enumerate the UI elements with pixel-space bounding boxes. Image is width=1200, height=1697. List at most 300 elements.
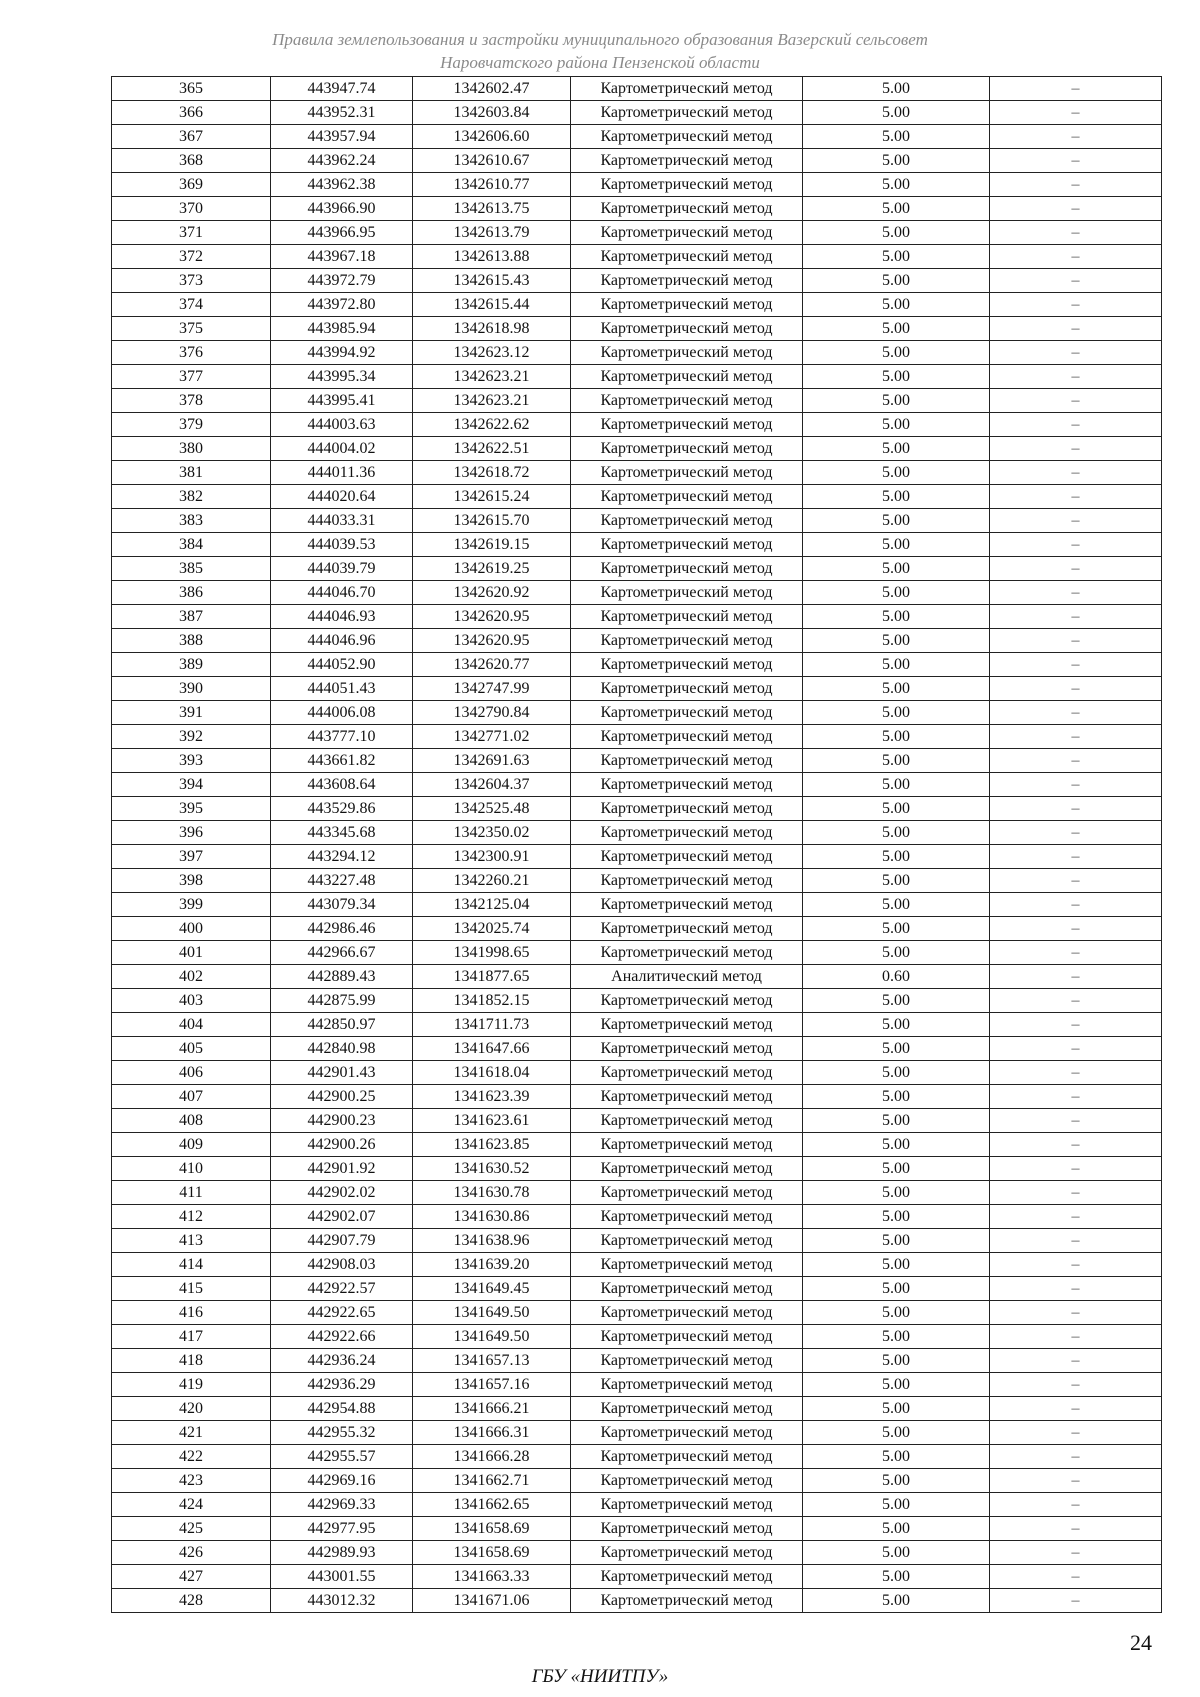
- y-coordinate-cell: 1341638.96: [413, 1229, 571, 1253]
- y-coordinate-cell: 1342622.62: [413, 413, 571, 437]
- y-coordinate-cell: 1341671.06: [413, 1589, 571, 1613]
- accuracy-cell: 5.00: [803, 1013, 990, 1037]
- y-coordinate-cell: 1341662.65: [413, 1493, 571, 1517]
- y-coordinate-cell: 1341630.78: [413, 1181, 571, 1205]
- point-number-cell: 404: [112, 1013, 271, 1037]
- accuracy-cell: 5.00: [803, 629, 990, 653]
- point-number-cell: 399: [112, 893, 271, 917]
- method-cell: Картометрический метод: [571, 413, 803, 437]
- point-number-cell: 427: [112, 1565, 271, 1589]
- x-coordinate-cell: 443985.94: [271, 317, 413, 341]
- method-cell: Картометрический метод: [571, 1133, 803, 1157]
- method-cell: Картометрический метод: [571, 1277, 803, 1301]
- method-cell: Картометрический метод: [571, 1061, 803, 1085]
- accuracy-cell: 5.00: [803, 293, 990, 317]
- method-cell: Картометрический метод: [571, 917, 803, 941]
- point-number-cell: 371: [112, 221, 271, 245]
- description-cell: –: [990, 245, 1162, 269]
- y-coordinate-cell: 1341649.50: [413, 1325, 571, 1349]
- accuracy-cell: 5.00: [803, 1541, 990, 1565]
- method-cell: Картометрический метод: [571, 341, 803, 365]
- y-coordinate-cell: 1341623.39: [413, 1085, 571, 1109]
- table-row: [112, 1589, 1162, 1613]
- x-coordinate-cell: 442936.29: [271, 1373, 413, 1397]
- method-cell: Картометрический метод: [571, 1253, 803, 1277]
- accuracy-cell: 5.00: [803, 173, 990, 197]
- table-row: [112, 869, 1162, 893]
- point-number-cell: 383: [112, 509, 271, 533]
- y-coordinate-cell: 1342623.21: [413, 365, 571, 389]
- point-number-cell: 380: [112, 437, 271, 461]
- method-cell: Картометрический метод: [571, 1373, 803, 1397]
- x-coordinate-cell: 444052.90: [271, 653, 413, 677]
- table-row: [112, 389, 1162, 413]
- table-row: [112, 1037, 1162, 1061]
- method-cell: Аналитический метод: [571, 965, 803, 989]
- point-number-cell: 415: [112, 1277, 271, 1301]
- point-number-cell: 385: [112, 557, 271, 581]
- accuracy-cell: 5.00: [803, 1397, 990, 1421]
- method-cell: Картометрический метод: [571, 653, 803, 677]
- description-cell: –: [990, 77, 1162, 101]
- x-coordinate-cell: 442955.57: [271, 1445, 413, 1469]
- description-cell: –: [990, 341, 1162, 365]
- document-header: [0, 28, 1200, 74]
- x-coordinate-cell: 443947.74: [271, 77, 413, 101]
- point-number-cell: 381: [112, 461, 271, 485]
- table-row: [112, 149, 1162, 173]
- table-row: [112, 893, 1162, 917]
- point-number-cell: 408: [112, 1109, 271, 1133]
- accuracy-cell: 5.00: [803, 773, 990, 797]
- point-number-cell: 377: [112, 365, 271, 389]
- table-row: [112, 125, 1162, 149]
- description-cell: –: [990, 1061, 1162, 1085]
- table-row: [112, 341, 1162, 365]
- method-cell: Картометрический метод: [571, 1469, 803, 1493]
- point-number-cell: 413: [112, 1229, 271, 1253]
- method-cell: Картометрический метод: [571, 533, 803, 557]
- description-cell: –: [990, 653, 1162, 677]
- table-row: [112, 461, 1162, 485]
- y-coordinate-cell: 1342618.98: [413, 317, 571, 341]
- method-cell: Картометрический метод: [571, 989, 803, 1013]
- point-number-cell: 405: [112, 1037, 271, 1061]
- method-cell: Картометрический метод: [571, 1493, 803, 1517]
- y-coordinate-cell: 1342525.48: [413, 797, 571, 821]
- table-row: [112, 1541, 1162, 1565]
- point-number-cell: 418: [112, 1349, 271, 1373]
- x-coordinate-cell: 444051.43: [271, 677, 413, 701]
- description-cell: –: [990, 1253, 1162, 1277]
- table-row: [112, 1421, 1162, 1445]
- x-coordinate-cell: 443957.94: [271, 125, 413, 149]
- table-row: [112, 605, 1162, 629]
- y-coordinate-cell: 1341647.66: [413, 1037, 571, 1061]
- method-cell: Картометрический метод: [571, 1013, 803, 1037]
- description-cell: –: [990, 773, 1162, 797]
- table-row: [112, 293, 1162, 317]
- x-coordinate-cell: 442922.65: [271, 1301, 413, 1325]
- description-cell: –: [990, 1325, 1162, 1349]
- point-number-cell: 409: [112, 1133, 271, 1157]
- method-cell: Картометрический метод: [571, 1565, 803, 1589]
- table-row: [112, 1277, 1162, 1301]
- point-number-cell: 414: [112, 1253, 271, 1277]
- description-cell: –: [990, 197, 1162, 221]
- method-cell: Картометрический метод: [571, 1229, 803, 1253]
- point-number-cell: 428: [112, 1589, 271, 1613]
- table-row: [112, 557, 1162, 581]
- description-cell: –: [990, 749, 1162, 773]
- method-cell: Картометрический метод: [571, 197, 803, 221]
- description-cell: –: [990, 125, 1162, 149]
- description-cell: –: [990, 845, 1162, 869]
- description-cell: –: [990, 509, 1162, 533]
- y-coordinate-cell: 1341618.04: [413, 1061, 571, 1085]
- table-row: [112, 917, 1162, 941]
- y-coordinate-cell: 1342613.75: [413, 197, 571, 221]
- point-number-cell: 365: [112, 77, 271, 101]
- x-coordinate-cell: 444011.36: [271, 461, 413, 485]
- description-cell: –: [990, 293, 1162, 317]
- x-coordinate-cell: 442977.95: [271, 1517, 413, 1541]
- y-coordinate-cell: 1341623.85: [413, 1133, 571, 1157]
- table-row: [112, 197, 1162, 221]
- point-number-cell: 386: [112, 581, 271, 605]
- method-cell: Картометрический метод: [571, 1325, 803, 1349]
- x-coordinate-cell: 442954.88: [271, 1397, 413, 1421]
- y-coordinate-cell: 1342615.70: [413, 509, 571, 533]
- description-cell: –: [990, 1301, 1162, 1325]
- method-cell: Картометрический метод: [571, 893, 803, 917]
- y-coordinate-cell: 1342620.92: [413, 581, 571, 605]
- y-coordinate-cell: 1341711.73: [413, 1013, 571, 1037]
- point-number-cell: 384: [112, 533, 271, 557]
- accuracy-cell: 5.00: [803, 869, 990, 893]
- table-row: [112, 485, 1162, 509]
- method-cell: Картометрический метод: [571, 701, 803, 725]
- description-cell: –: [990, 1397, 1162, 1421]
- x-coordinate-cell: 442922.57: [271, 1277, 413, 1301]
- point-number-cell: 397: [112, 845, 271, 869]
- description-cell: –: [990, 677, 1162, 701]
- y-coordinate-cell: 1341657.13: [413, 1349, 571, 1373]
- y-coordinate-cell: 1342620.77: [413, 653, 571, 677]
- method-cell: Картометрический метод: [571, 1109, 803, 1133]
- table-row: [112, 1493, 1162, 1517]
- page-number: 24: [1130, 1630, 1152, 1655]
- point-number-cell: 368: [112, 149, 271, 173]
- description-cell: –: [990, 917, 1162, 941]
- method-cell: Картометрический метод: [571, 821, 803, 845]
- accuracy-cell: 5.00: [803, 1493, 990, 1517]
- description-cell: –: [990, 941, 1162, 965]
- point-number-cell: 391: [112, 701, 271, 725]
- description-cell: –: [990, 821, 1162, 845]
- accuracy-cell: 5.00: [803, 437, 990, 461]
- y-coordinate-cell: 1341658.69: [413, 1517, 571, 1541]
- method-cell: Картометрический метод: [571, 125, 803, 149]
- y-coordinate-cell: 1341998.65: [413, 941, 571, 965]
- x-coordinate-cell: 442902.02: [271, 1181, 413, 1205]
- table-row: [112, 317, 1162, 341]
- table-row: [112, 653, 1162, 677]
- x-coordinate-cell: 444046.96: [271, 629, 413, 653]
- x-coordinate-cell: 443227.48: [271, 869, 413, 893]
- description-cell: –: [990, 797, 1162, 821]
- accuracy-cell: 5.00: [803, 341, 990, 365]
- method-cell: Картометрический метод: [571, 1517, 803, 1541]
- x-coordinate-cell: 444020.64: [271, 485, 413, 509]
- method-cell: Картометрический метод: [571, 1445, 803, 1469]
- method-cell: Картометрический метод: [571, 509, 803, 533]
- accuracy-cell: 5.00: [803, 1565, 990, 1589]
- description-cell: –: [990, 413, 1162, 437]
- x-coordinate-cell: 444003.63: [271, 413, 413, 437]
- table-row: [112, 1373, 1162, 1397]
- y-coordinate-cell: 1342615.43: [413, 269, 571, 293]
- x-coordinate-cell: 442889.43: [271, 965, 413, 989]
- point-number-cell: 395: [112, 797, 271, 821]
- method-cell: Картометрический метод: [571, 293, 803, 317]
- description-cell: –: [990, 461, 1162, 485]
- accuracy-cell: 5.00: [803, 245, 990, 269]
- table-row: [112, 581, 1162, 605]
- table-row: [112, 1397, 1162, 1421]
- table-row: [112, 965, 1162, 989]
- method-cell: Картометрический метод: [571, 677, 803, 701]
- table-row: [112, 1253, 1162, 1277]
- table-row: [112, 269, 1162, 293]
- description-cell: –: [990, 605, 1162, 629]
- y-coordinate-cell: 1342619.25: [413, 557, 571, 581]
- x-coordinate-cell: 443777.10: [271, 725, 413, 749]
- method-cell: Картометрический метод: [571, 149, 803, 173]
- x-coordinate-cell: 444039.79: [271, 557, 413, 581]
- method-cell: Картометрический метод: [571, 77, 803, 101]
- point-number-cell: 412: [112, 1205, 271, 1229]
- table-row: [112, 77, 1162, 101]
- point-number-cell: 424: [112, 1493, 271, 1517]
- method-cell: Картометрический метод: [571, 1301, 803, 1325]
- method-cell: Картометрический метод: [571, 1085, 803, 1109]
- accuracy-cell: 5.00: [803, 893, 990, 917]
- method-cell: Картометрический метод: [571, 1589, 803, 1613]
- description-cell: –: [990, 557, 1162, 581]
- x-coordinate-cell: 443529.86: [271, 797, 413, 821]
- description-cell: –: [990, 629, 1162, 653]
- x-coordinate-cell: 442969.33: [271, 1493, 413, 1517]
- method-cell: Картометрический метод: [571, 485, 803, 509]
- x-coordinate-cell: 442922.66: [271, 1325, 413, 1349]
- accuracy-cell: 5.00: [803, 533, 990, 557]
- table-row: [112, 797, 1162, 821]
- header-line-2: Наровчатского района Пензенской области: [440, 53, 760, 72]
- point-number-cell: 407: [112, 1085, 271, 1109]
- accuracy-cell: 5.00: [803, 221, 990, 245]
- x-coordinate-cell: 442875.99: [271, 989, 413, 1013]
- accuracy-cell: 5.00: [803, 461, 990, 485]
- accuracy-cell: 5.00: [803, 557, 990, 581]
- method-cell: Картометрический метод: [571, 845, 803, 869]
- accuracy-cell: 5.00: [803, 605, 990, 629]
- method-cell: Картометрический метод: [571, 269, 803, 293]
- y-coordinate-cell: 1341658.69: [413, 1541, 571, 1565]
- accuracy-cell: 5.00: [803, 1205, 990, 1229]
- description-cell: –: [990, 869, 1162, 893]
- table-row: [112, 1565, 1162, 1589]
- x-coordinate-cell: 442902.07: [271, 1205, 413, 1229]
- x-coordinate-cell: 442907.79: [271, 1229, 413, 1253]
- method-cell: Картометрический метод: [571, 317, 803, 341]
- accuracy-cell: 5.00: [803, 1589, 990, 1613]
- y-coordinate-cell: 1342790.84: [413, 701, 571, 725]
- point-number-cell: 411: [112, 1181, 271, 1205]
- accuracy-cell: 5.00: [803, 1421, 990, 1445]
- table-row: [112, 1349, 1162, 1373]
- y-coordinate-cell: 1341663.33: [413, 1565, 571, 1589]
- y-coordinate-cell: 1342618.72: [413, 461, 571, 485]
- y-coordinate-cell: 1341657.16: [413, 1373, 571, 1397]
- x-coordinate-cell: 442840.98: [271, 1037, 413, 1061]
- table-row: [112, 629, 1162, 653]
- y-coordinate-cell: 1341639.20: [413, 1253, 571, 1277]
- point-number-cell: 366: [112, 101, 271, 125]
- accuracy-cell: 5.00: [803, 1085, 990, 1109]
- table-row: [112, 1325, 1162, 1349]
- table-row: [112, 245, 1162, 269]
- x-coordinate-cell: 443661.82: [271, 749, 413, 773]
- description-cell: –: [990, 1157, 1162, 1181]
- accuracy-cell: 5.00: [803, 101, 990, 125]
- x-coordinate-cell: 442900.25: [271, 1085, 413, 1109]
- accuracy-cell: 5.00: [803, 797, 990, 821]
- table-row: [112, 701, 1162, 725]
- method-cell: Картометрический метод: [571, 221, 803, 245]
- point-number-cell: 416: [112, 1301, 271, 1325]
- point-number-cell: 378: [112, 389, 271, 413]
- table-row: [112, 1205, 1162, 1229]
- table-row: [112, 509, 1162, 533]
- accuracy-cell: 5.00: [803, 413, 990, 437]
- x-coordinate-cell: 443972.80: [271, 293, 413, 317]
- table-row: [112, 989, 1162, 1013]
- method-cell: Картометрический метод: [571, 1397, 803, 1421]
- y-coordinate-cell: 1341666.28: [413, 1445, 571, 1469]
- x-coordinate-cell: 443967.18: [271, 245, 413, 269]
- y-coordinate-cell: 1342623.21: [413, 389, 571, 413]
- accuracy-cell: 5.00: [803, 749, 990, 773]
- accuracy-cell: 0.60: [803, 965, 990, 989]
- header-line-1: Правила землепользования и застройки муниципального образования Вазерский сельсовет: [272, 30, 928, 49]
- method-cell: Картометрический метод: [571, 773, 803, 797]
- description-cell: –: [990, 1277, 1162, 1301]
- accuracy-cell: 5.00: [803, 1061, 990, 1085]
- description-cell: –: [990, 1421, 1162, 1445]
- accuracy-cell: 5.00: [803, 845, 990, 869]
- method-cell: Картометрический метод: [571, 629, 803, 653]
- footer-organization: ГБУ «НИИТПУ»: [531, 1666, 669, 1687]
- table-row: [112, 1445, 1162, 1469]
- y-coordinate-cell: 1342615.24: [413, 485, 571, 509]
- x-coordinate-cell: 442966.67: [271, 941, 413, 965]
- accuracy-cell: 5.00: [803, 941, 990, 965]
- description-cell: –: [990, 1181, 1162, 1205]
- point-number-cell: 388: [112, 629, 271, 653]
- description-cell: –: [990, 1229, 1162, 1253]
- point-number-cell: 398: [112, 869, 271, 893]
- accuracy-cell: 5.00: [803, 77, 990, 101]
- description-cell: –: [990, 1349, 1162, 1373]
- x-coordinate-cell: 443972.79: [271, 269, 413, 293]
- point-number-cell: 370: [112, 197, 271, 221]
- method-cell: Картометрический метод: [571, 389, 803, 413]
- description-cell: –: [990, 1013, 1162, 1037]
- table-row: [112, 1157, 1162, 1181]
- x-coordinate-cell: 443966.90: [271, 197, 413, 221]
- method-cell: Картометрический метод: [571, 1181, 803, 1205]
- description-cell: –: [990, 1493, 1162, 1517]
- point-number-cell: 423: [112, 1469, 271, 1493]
- table-row: [112, 173, 1162, 197]
- method-cell: Картометрический метод: [571, 725, 803, 749]
- description-cell: –: [990, 365, 1162, 389]
- y-coordinate-cell: 1342619.15: [413, 533, 571, 557]
- table-row: [112, 221, 1162, 245]
- point-number-cell: 403: [112, 989, 271, 1013]
- table-row: [112, 1109, 1162, 1133]
- x-coordinate-cell: 444004.02: [271, 437, 413, 461]
- x-coordinate-cell: 443994.92: [271, 341, 413, 365]
- y-coordinate-cell: 1342125.04: [413, 893, 571, 917]
- y-coordinate-cell: 1341630.52: [413, 1157, 571, 1181]
- method-cell: Картометрический метод: [571, 605, 803, 629]
- accuracy-cell: 5.00: [803, 1301, 990, 1325]
- accuracy-cell: 5.00: [803, 701, 990, 725]
- x-coordinate-cell: 444046.70: [271, 581, 413, 605]
- description-cell: –: [990, 1541, 1162, 1565]
- method-cell: Картометрический метод: [571, 1205, 803, 1229]
- method-cell: Картометрический метод: [571, 173, 803, 197]
- table-row: [112, 941, 1162, 965]
- x-coordinate-cell: 442900.26: [271, 1133, 413, 1157]
- table-row: [112, 365, 1162, 389]
- y-coordinate-cell: 1341630.86: [413, 1205, 571, 1229]
- table-row: [112, 101, 1162, 125]
- description-cell: –: [990, 1589, 1162, 1613]
- point-number-cell: 425: [112, 1517, 271, 1541]
- point-number-cell: 367: [112, 125, 271, 149]
- description-cell: –: [990, 1205, 1162, 1229]
- accuracy-cell: 5.00: [803, 1157, 990, 1181]
- x-coordinate-cell: 443345.68: [271, 821, 413, 845]
- method-cell: Картометрический метод: [571, 1541, 803, 1565]
- point-number-cell: 401: [112, 941, 271, 965]
- accuracy-cell: 5.00: [803, 149, 990, 173]
- point-number-cell: 410: [112, 1157, 271, 1181]
- accuracy-cell: 5.00: [803, 821, 990, 845]
- point-number-cell: 392: [112, 725, 271, 749]
- accuracy-cell: 5.00: [803, 1133, 990, 1157]
- table-row: [112, 1229, 1162, 1253]
- table-row: [112, 821, 1162, 845]
- method-cell: Картометрический метод: [571, 365, 803, 389]
- table-row: [112, 1133, 1162, 1157]
- y-coordinate-cell: 1341666.31: [413, 1421, 571, 1445]
- coordinates-table: [111, 76, 1162, 1613]
- table-row: [112, 677, 1162, 701]
